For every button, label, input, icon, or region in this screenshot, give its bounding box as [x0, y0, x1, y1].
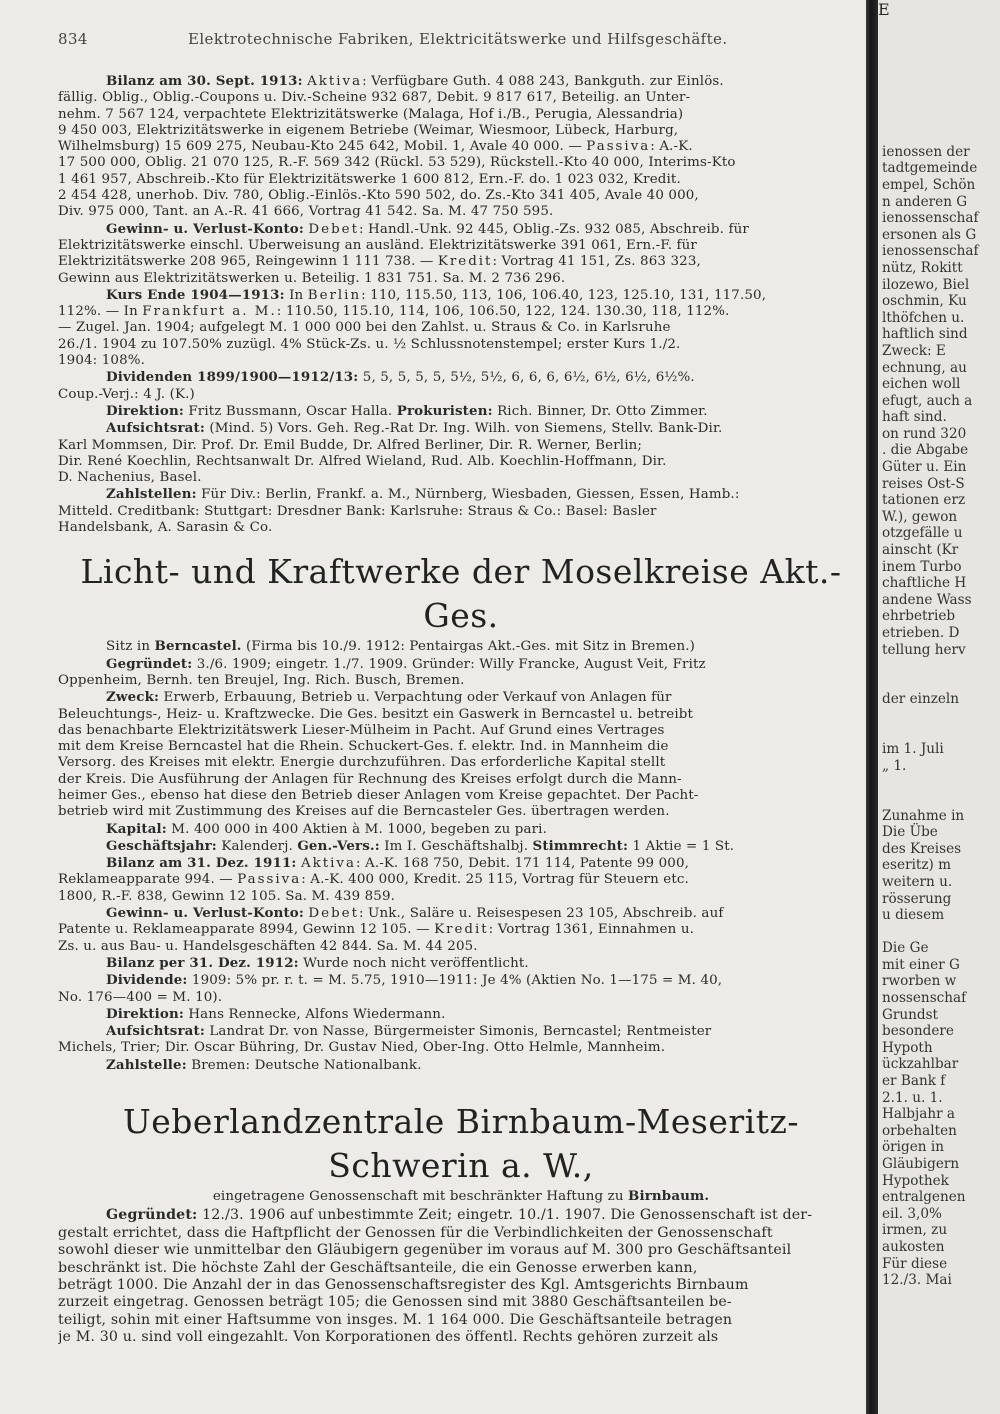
text-line: Bilanz am 31. Dez. 1911: Aktiva: A.-K. 168 750, Debit. 171 114, Patente 99 000,	[106, 855, 690, 872]
text-line: Bilanz per 31. Dez. 1912: Wurde noch nicht veröffentlicht.	[106, 954, 529, 971]
text-line: Oppenheim, Bernh. ten Breujel, Ing. Rich. Busch, Bremen.	[58, 672, 465, 688]
right-page-line	[878, 774, 979, 791]
right-page-line: ainscht (Kr	[882, 542, 959, 559]
text-line: beschränkt ist. Die höchste Zahl der Geschäftsanteile, die ein Genosse erwerben kann,	[58, 1259, 698, 1276]
text-line: Direktion: Hans Rennecke, Alfons Wiedermann.	[106, 1005, 446, 1022]
right-page-line: otzgefälle u	[882, 525, 963, 542]
right-page-line: ilozewo, Biel	[882, 276, 970, 293]
text-line: Dir. René Koechlin, Rechtsanwalt Dr. Alfred Wieland, Rud. Alb. Koechlin-Hoffmann, Dir.	[58, 453, 667, 469]
right-page-line: haft sind.	[882, 409, 947, 426]
right-page-line: lthöfchen u.	[882, 309, 965, 326]
text-line: 1800, R.-F. 838, Gewinn 12 105. Sa. M. 439 859.	[58, 888, 396, 904]
right-page-line: haftlich sind	[882, 326, 968, 343]
right-page-line: örigen in	[882, 1139, 944, 1156]
right-page-line: er Bank f	[882, 1073, 946, 1090]
running-title: Elektrotechnische Fabriken, Elektricitätswerke und Hilfsgeschäfte.	[188, 30, 728, 48]
right-page-line	[878, 924, 979, 941]
text-line: — Zugel. Jan. 1904; aufgelegt M. 1 000 000 bei den Zahlst. u. Straus & Co. in Karlsruhe	[58, 320, 671, 336]
right-page-line: irmen, zu	[882, 1222, 948, 1239]
text-line: fällig. Oblig., Oblig.-Coupons u. Div.-Scheine 932 687, Debit. 9 817 617, Beteilig. an Unter-	[58, 90, 691, 106]
section-continued-report	[58, 73, 864, 536]
text-line: gestalt errichtet, dass die Haftpflicht der Genossen für die Verbindlichkeiten der Genossenschaft	[58, 1224, 773, 1241]
text-line: Dividenden 1899/1900—1912/13: 5, 5, 5, 5, 5, 5½, 5½, 6, 6, 6, 6½, 6½, 6½, 6½%.	[106, 369, 695, 386]
right-page-line: ienossenschaf	[882, 243, 979, 260]
right-page-line: tadtgemeinde	[882, 160, 978, 177]
text-line: Geschäftsjahr: Kalenderj. Gen.-Vers.: Im I. Geschäftshalbj. Stimmrecht: 1 Aktie = 1 St.	[106, 837, 735, 854]
right-page-line: des Kreises	[882, 840, 962, 857]
text-line: je M. 30 u. sind voll eingezahlt. Von Korporationen des öffentl. Rechts gehören zurzeit als	[58, 1329, 719, 1346]
main-column	[58, 73, 864, 1347]
text-line: 1 461 957, Abschreib.-Kto für Elektrizitätswerke 1 600 812, Ern.-F. do. 1 023 032, Kredit.	[58, 171, 681, 187]
text-line: Gegründet: 12./3. 1906 auf unbestimmte Zeit; eingetr. 10./1. 1907. Die Genossenschaft ist der-	[106, 1207, 813, 1224]
text-line: Elektrizitätswerke 208 965, Reingewinn 1 111 738. — Kredit: Vortrag 41 151, Zs. 863 323,	[58, 254, 701, 270]
text-line: heimer Ges., ebenso hat diese den Betrieb dieser Anlagen vom Kreise gepachtet. Der Pacht-	[58, 787, 699, 803]
text-line: Zahlstellen: Für Div.: Berlin, Frankf. a. M., Nürnberg, Wiesbaden, Giessen, Essen, Hamb.:	[106, 486, 740, 503]
text-line: 9 450 003, Elektrizitätswerke in eigenem Betriebe (Weimar, Wiesmoor, Lübeck, Harburg,	[58, 122, 679, 138]
right-page-line: inem Turbo	[882, 558, 962, 575]
text-line: Wilhelmsburg) 15 609 275, Neubau-Kto 245 642, Mobil. 1, Avale 40 000. — Passiva: A.-K.	[58, 139, 693, 155]
right-page-line: 12./3. Mai	[882, 1272, 952, 1289]
right-page-line: besondere	[882, 1023, 954, 1040]
book-gutter	[866, 0, 878, 1414]
right-page-line: echnung, au	[882, 359, 967, 376]
text-line: Aufsichtsrat: Landrat Dr. von Nasse, Bürgermeister Simonis, Berncastel; Rentmeister	[106, 1023, 712, 1040]
text-line: Sitz in Berncastel. (Firma bis 10./9. 1912: Pentairgas Akt.-Ges. mit Sitz in Bremen.)	[106, 638, 696, 655]
text-line: sowohl dieser wie unmittelbar den Gläubigern gegenüber im voraus auf M. 300 pro Geschäftsanteil	[58, 1242, 792, 1259]
right-page-line	[878, 111, 979, 128]
right-page-line	[878, 127, 979, 144]
right-page-line: chaftliche H	[882, 575, 967, 592]
text-line: Michels, Trier; Dir. Oscar Bühring, Dr. Gustav Nied, Ober-Ing. Otto Helmle, Mannheim.	[58, 1040, 666, 1056]
text-line: 112%. — In Frankfurt a. M.: 110.50, 115.10, 114, 106, 106.50, 122, 124. 130.30, 118, 112%.	[58, 304, 730, 320]
right-page-line: der einzeln	[882, 691, 960, 708]
text-line: D. Nachenius, Basel.	[58, 470, 202, 486]
right-page-line: Halbjahr a	[882, 1106, 956, 1123]
text-line: 1904: 108%.	[58, 353, 146, 369]
right-page-line: entralgenen	[882, 1189, 966, 1206]
right-page-line: aukosten	[882, 1238, 945, 1255]
right-page-line	[878, 658, 979, 675]
right-page-line: Die Ge	[882, 940, 929, 957]
text-line: 26./1. 1904 zu 107.50% zuzügl. 4% Stück-Zs. u. ½ Schlussnotenstempel; erster Kurs 1./2.	[58, 336, 681, 352]
text-line: Reklameapparate 994. — Passiva: A.-K. 400 000, Kredit. 25 115, Vortrag für Steuern etc.	[58, 872, 689, 888]
text-line: Gewinn- u. Verlust-Konto: Debet: Unk., Saläre u. Reisespesen 23 105, Abschreib. auf	[106, 905, 724, 922]
right-page-line: weitern u.	[882, 873, 953, 890]
text-line: mit dem Kreise Berncastel hat die Rhein. Schuckert-Ges. f. elektr. Ind. in Mannheim die	[58, 739, 669, 755]
text-line: Gewinn aus Elektrizitätswerken u. Beteilig. 1 831 751. Sa. M. 2 736 296.	[58, 270, 566, 286]
right-page-line: mit einer G	[882, 956, 960, 973]
running-header	[58, 30, 858, 54]
right-page-line: tellung herv	[882, 641, 966, 658]
text-line: Gewinn- u. Verlust-Konto: Debet: Handl.-Unk. 92 445, Oblig.-Zs. 932 085, Abschreib. für	[106, 220, 749, 237]
company-title-moselkreise: Licht- und Kraftwerke der Moselkreise Akt.-Ges.	[80, 552, 842, 636]
text-line: Zahlstelle: Bremen: Deutsche Nationalbank.	[106, 1056, 422, 1073]
right-page-line	[878, 708, 979, 725]
page-number: 834	[58, 30, 88, 48]
right-page-line: rösserung	[882, 890, 952, 907]
text-line: betrieb wird mit Zustimmung des Kreises auf die Berncasteler Ges. übertragen werden.	[58, 804, 670, 820]
right-page-line: etrieben. D	[882, 625, 960, 641]
right-page-line: tationen erz	[882, 492, 966, 509]
right-page-line: Zweck: E	[882, 342, 946, 359]
text-line: Patente u. Reklameapparate 8994, Gewinn 12 105. — Kredit: Vortrag 1361, Einnahmen u.	[58, 922, 694, 938]
right-page-line: on rund 320	[882, 425, 967, 442]
right-page-line: . die Abgabe	[882, 442, 969, 459]
right-page-line: orbehalten	[882, 1122, 957, 1139]
text-line: Gegründet: 3./6. 1909; eingetr. 1./7. 1909. Gründer: Willy Francke, August Veit, Fritz	[106, 655, 706, 672]
text-line: Coup.-Verj.: 4 J. (K.)	[58, 386, 195, 402]
right-page-line: andene Wass	[882, 591, 972, 608]
right-page-line: eil. 3,0%	[882, 1205, 942, 1222]
text-line: 2 454 428, unerhob. Div. 780, Oblig.-Einlös.-Kto 590 502, do. Zs.-Kto 341 405, Avale 40 000,	[58, 188, 699, 204]
text-line: No. 176—400 = M. 10).	[58, 989, 223, 1005]
right-page-line: nütz, Rokitt	[882, 259, 963, 276]
right-page-line: Gläubigern	[882, 1156, 960, 1172]
right-page-line	[878, 725, 979, 742]
text-line: das benachbarte Elektrizitätswerk Lieser-Mülheim in Pacht. Auf Grund eines Vertrages	[58, 722, 665, 738]
text-line: Direktion: Fritz Bussmann, Oscar Halla. Prokuristen: Rich. Binner, Dr. Otto Zimmer.	[106, 402, 708, 419]
right-page-line: nossenschaf	[882, 990, 967, 1007]
right-page-lines	[878, 94, 979, 1289]
text-line: 17 500 000, Oblig. 21 070 125, R.-F. 569 342 (Rückl. 53 529), Rückstell.-Kto 40 000, Interims-Kto	[58, 155, 736, 171]
right-page-line: ienossenschaf	[882, 210, 979, 227]
right-page-line: ienossen der	[882, 143, 970, 160]
right-page-line: Hypoth	[882, 1039, 933, 1056]
right-page-line: W.), gewon	[882, 508, 958, 525]
right-page-line: empel, Schön	[882, 176, 976, 193]
text-line: Karl Mommsen, Dir. Prof. Dr. Emil Budde, Dr. Alfred Berliner, Dir. R. Werner, Berlin;	[58, 437, 643, 453]
right-page-line: u diesem	[882, 907, 945, 924]
text-line: Versorg. des Kreises mit elektr. Energie durchzuführen. Das erforderliche Kapital stellt	[58, 755, 666, 771]
text-line: Div. 975 000, Tant. an A.-R. 41 666, Vortrag 41 542. Sa. M. 47 750 595.	[58, 204, 554, 220]
text-line: Kurs Ende 1904—1913: In Berlin: 110, 115.50, 113, 106, 106.40, 123, 125.10, 131, 117.50,	[106, 286, 767, 303]
right-page-line: eichen woll	[882, 376, 961, 393]
right-page-line: reises Ost-S	[882, 475, 965, 492]
right-page-line	[878, 791, 979, 808]
right-page-line: n anderen G	[882, 193, 968, 210]
right-page-line: Zunahme in	[882, 807, 965, 824]
right-page-line	[878, 94, 979, 111]
text-line: Zweck: Erwerb, Erbauung, Betrieb u. Verpachtung oder Verkauf von Anlagen für	[106, 689, 672, 706]
text-line: nehm. 7 567 124, verpachtete Elektrizitätswerke (Malaga, Hof i./B., Perugia, Alessandria)	[58, 106, 684, 122]
text-line: Mitteld. Creditbank: Stuttgart: Dresdner Bank: Karlsruhe: Straus & Co.: Basel: Basler	[58, 503, 657, 519]
right-page-line: im 1. Juli	[882, 741, 944, 758]
right-page-line: Die Übe	[882, 824, 938, 841]
right-page-line: Grundst	[882, 1006, 939, 1023]
company-subtitle-birnbaum: eingetragene Genossenschaft mit beschränkter Haftung zu Birnbaum.	[212, 1188, 710, 1205]
right-page-fragment	[878, 0, 1000, 1414]
right-page-line: Güter u. Ein	[882, 459, 967, 476]
section-birnbaum	[58, 1207, 864, 1346]
right-page-line: oschmin, Ku	[882, 293, 967, 310]
text-line: Aufsichtsrat: (Mind. 5) Vors. Geh. Reg.-Rat Dr. Ing. Wilh. von Siemens, Stellv. Bank-Dir.	[106, 420, 723, 437]
text-line: Handelsbank, A. Sarasin & Co.	[58, 520, 273, 536]
right-page-line: rworben w	[882, 973, 957, 990]
text-line: Bilanz am 30. Sept. 1913: Aktiva: Verfügbare Guth. 4 088 243, Bankguth. zur Einlös.	[106, 73, 724, 89]
right-page-line	[878, 675, 979, 692]
right-page-line: „ 1.	[882, 757, 907, 774]
text-line: teiligt, sohin mit einer Haftsumme von insges. M. 1 164 000. Die Geschäftsanteile betragen	[58, 1311, 733, 1328]
right-page-line: 2.1. u. 1.	[882, 1089, 943, 1106]
text-line: zurzeit eingetrag. Genossen beträgt 105; die Genossen sind mit 3880 Geschäftsanteilen be-	[58, 1294, 732, 1311]
right-page-line: efugt, auch a	[882, 392, 973, 409]
right-page-line: ehrbetrieb	[882, 608, 956, 625]
text-line: Beleuchtungs-, Heiz- u. Kraftzwecke. Die Ges. besitzt ein Gaswerk in Berncastel u. betreibt	[58, 706, 694, 722]
right-page-line: Für diese	[882, 1255, 948, 1272]
text-line: Kapital: M. 400 000 in 400 Aktien à M. 1000, begeben zu pari.	[106, 820, 548, 837]
text-line: Elektrizitätswerke einschl. Überweisung an ausländ. Elektrizitätswerke 391 061, Ern.-F. für	[58, 237, 697, 253]
text-line: beträgt 1000. Die Anzahl der in das Genossenschaftsregister des Kgl. Amtsgerichts Birnbaum	[58, 1276, 749, 1293]
right-page-line: ersonen als G	[882, 226, 977, 243]
text-line: Zs. u. aus Bau- u. Handelsgeschäften 42 844. Sa. M. 44 205.	[58, 938, 478, 954]
text-line: der Kreis. Die Ausführung der Anlagen für Rechnung des Kreises erfolgt durch die Mann-	[58, 771, 682, 787]
right-page-line: Hypothek	[882, 1172, 949, 1189]
section-moselkreise	[58, 638, 864, 1074]
right-page-line: eseritz) m	[882, 857, 952, 874]
right-page-line: ückzahlbar	[882, 1056, 959, 1073]
text-line: Dividende: 1909: 5% pr. r. t. = M. 5.75, 1910—1911: Je 4% (Aktien No. 1—175 = M. 40,	[106, 972, 723, 989]
company-title-birnbaum: Ueberlandzentrale Birnbaum-Meseritz-Schwerin a. W.,	[122, 1102, 800, 1186]
right-page-corner-letter: E	[878, 0, 890, 19]
